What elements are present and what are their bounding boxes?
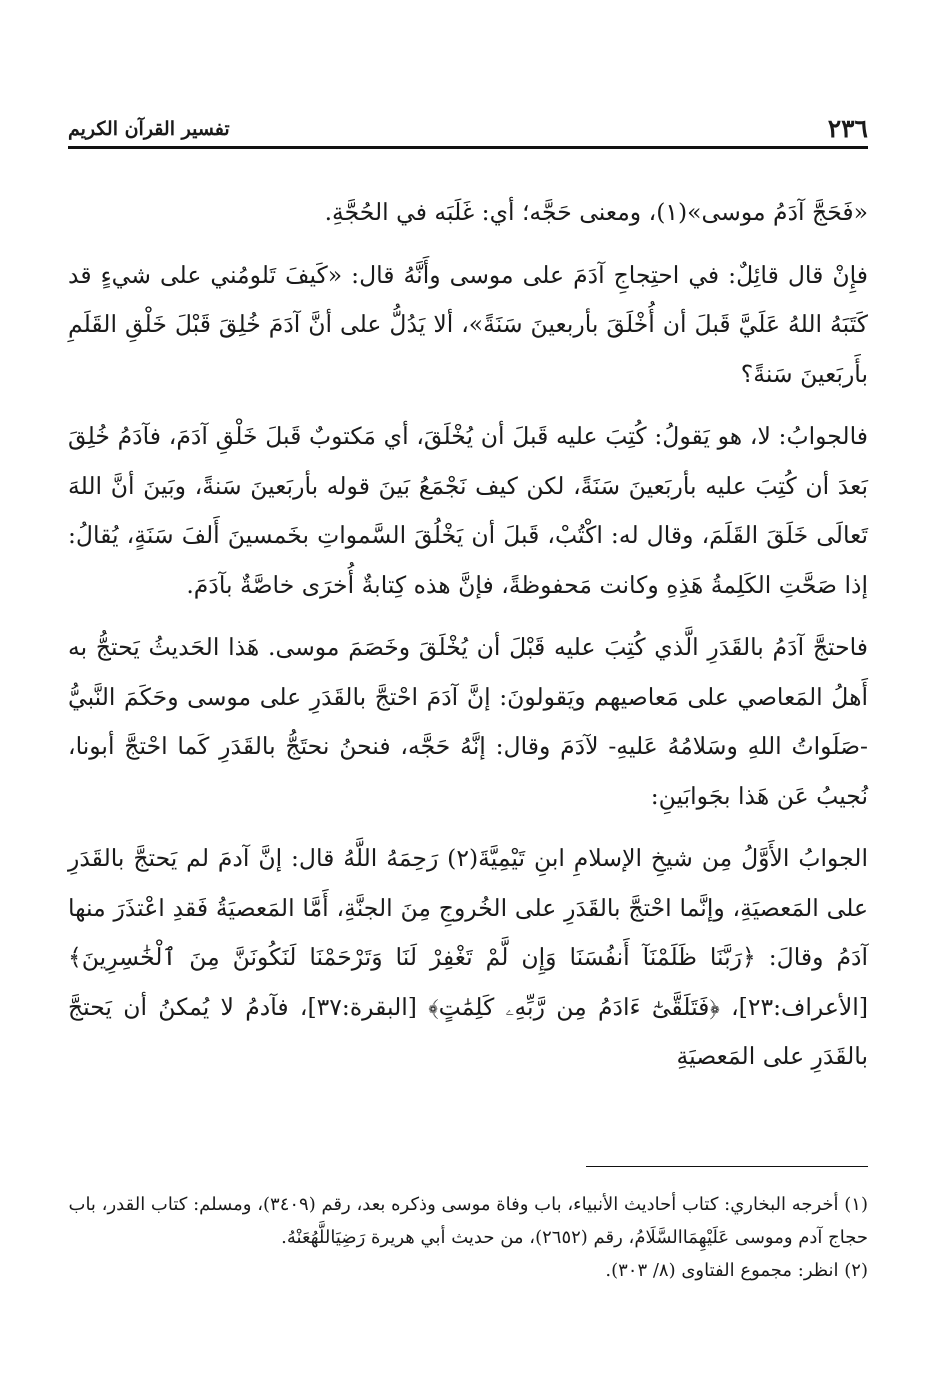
footnote: (٢) انظر: مجموع الفتاوى (٨/ ٣٠٣). (605, 1260, 868, 1281)
page-header (68, 108, 868, 144)
header-divider (68, 146, 868, 149)
paragraph: الجوابُ الأَوَّلُ مِن شيخِ الإسلامِ ابنِ تَيْمِيَّةَ(٢) رَحِمَهُ اللَّهُ قال: إنَّ آدمَ لم يَحتجَّ بالقَدَرِ على المَعصيَةِ، وإنَّما احْتجَّ بالقَدَرِ على الخُروجِ مِنَ الجنَّةِ، أَمَّا المَعصيَةُ فَقدِ اعْتذَرَ منها آدَمُ وقالَ: ﴿رَبَّنَا ظَلَمْنَآ أَنفُسَنَا وَإِن لَّمْ تَغْفِرْ لَنَا وَتَرْحَمْنَا لَنَكُونَنَّ مِنَ ٱلْخَٰسِرِينَ﴾ [الأعراف:٢٣]، ﴿فَتَلَقَّىٰٓ ءَادَمُ مِن رَّبِّهِۦ كَلِمَٰتٍ﴾ [البقرة:٣٧]، فآدمُ لا يُمكنُ أن يَحتجَّ بالقَدَرِ على المَعصيَةِ (68, 844, 868, 1070)
footnotes (68, 1188, 868, 1287)
book-page (68, 0, 868, 1380)
footnote: (١) أخرجه البخاري: كتاب أحاديث الأنبياء، باب وفاة موسى وذكره بعد، رقم (٣٤٠٩)، ومسلم: كتاب القدر، باب حجاج آدم وموسى عَلَيْهِمَاالسَّلَامُ، رقم (٢٦٥٢)، من حديث أبي هريرة رَضِيَاللَّهُعَنْهُ. (68, 1194, 868, 1248)
page-number: ٢٣٦ (827, 114, 868, 143)
body-text (68, 188, 868, 1095)
paragraph: «فَحَجَّ آدَمُ موسى»(١)، ومعنى حَجَّه؛ أي: غَلَبَه في الحُجَّةِ. (324, 198, 868, 226)
paragraph: فالجوابُ: لا، هو يَقولُ: كُتِبَ عليه قَبلَ أن يُخْلَقَ، أي مَكتوبٌ قَبلَ خَلْقِ آدَمَ، فآدَمُ خُلِقَ بَعدَ أن كُتِبَ عليه بأربَعينَ سَنَةً، لكن كيف نَجْمَعُ بَينَ قوله بأربَعينَ سَنةً، وبَينَ أنَّ اللهَ تَعالَى خَلَقَ القَلَمَ، وقال له: اكْتُبْ، قَبلَ أن يَخْلُقَ السَّمواتِ بخَمسينَ أَلفَ سَنَةٍ، يُقالُ: إذا صَحَّتِ الكَلِمةُ هَذِهِ وكانت مَحفوظةً، فإنَّ هذه كِتابةٌ أُخرَى خاصَّةٌ بآدَمَ. (68, 422, 868, 599)
footnote-divider (586, 1166, 868, 1167)
paragraph: فإِنْ قال قائِلٌ: في احتِجاجِ آدَمَ على موسى وأَنَّهُ قال: «كَيفَ تَلومُني على شيءٍ قد كَتَبَهُ اللهُ عَلَيَّ قَبلَ أن أُخْلَقَ بأربعينَ سَنَةً»، ألا يَدُلُّ على أنَّ آدَمَ خُلِقَ قَبْلَ خَلْقِ القَلَمِ بأَربَعينَ سَنةً؟ (68, 260, 868, 388)
book-title: تفسير القرآن الكريم (68, 118, 230, 140)
paragraph: فاحتجَّ آدَمُ بالقَدَرِ الَّذي كُتِبَ عليه قَبْلَ أن يُخْلَقَ وخَصَمَ موسى. هَذا الحَديثُ يَحتجُّ به أَهلُ المَعاصي على مَعاصيهم ويَقولونَ: إنَّ آدَمَ احْتجَّ بالقَدَرِ على موسى وحَكَمَ النَّبيُّ -صَلَواتُ اللهِ وسَلامُهُ عَليهِ- لآدَمَ وقال: إنَّهُ حَجَّه، فنحنُ نحتَجُّ بالقَدَرِ كَما احْتجَّ أبونا، نُجيبُ عَن هَذا بجَوابَينِ: (68, 633, 868, 810)
